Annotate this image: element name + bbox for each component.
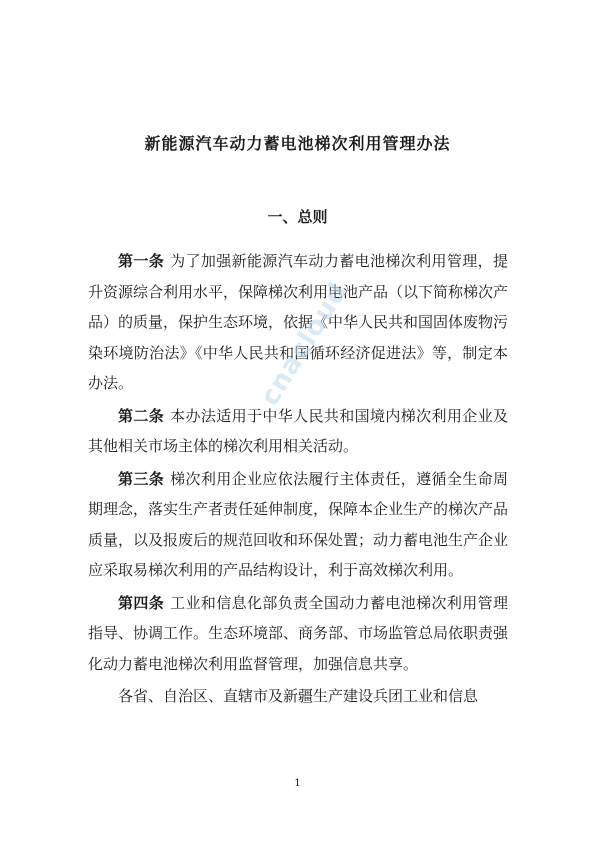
document-body <box>88 246 508 714</box>
article-text: 工业和信息化部负责全国动力蓄电池梯次利用管理指导、协调工作。生态环境部、商务部、市场监管总局依职责强化动力蓄电池梯次利用监督管理，加强信息共享。 <box>88 593 509 673</box>
article-label: 第四条 <box>118 593 165 612</box>
page-number: 1 <box>294 778 301 789</box>
article-2 <box>88 401 508 462</box>
watermark-logo: cnacloud <box>255 277 354 411</box>
article-text: 本办法适用于中华人民共和国境内梯次利用企业及其他相关市场主体的梯次利用相关活动。 <box>88 406 508 455</box>
article-label: 第一条 <box>118 252 165 270</box>
article-3 <box>88 464 508 586</box>
article-4-continuation <box>88 681 508 712</box>
article-4 <box>88 588 508 680</box>
article-label: 第二条 <box>118 406 165 425</box>
section-heading: 一、总则 <box>267 208 328 226</box>
article-label: 第三条 <box>118 469 165 488</box>
document-title: 新能源汽车动力蓄电池梯次利用管理办法 <box>144 134 451 153</box>
article-1 <box>88 246 508 399</box>
article-text: 为了加强新能源汽车动力蓄电池梯次利用管理，提升资源综合利用水平，保障梯次利用电池产品（以下简称梯次产品）的质量，保护生态环境，依据《中华人民共和国固体废物污染环境防治法》《中华人民共和国循环经济促进法》等，制定本办法。 <box>88 252 509 392</box>
article-text: 各省、自治区、直辖市及新疆生产建设兵团工业和信息 <box>118 687 479 705</box>
article-text: 梯次利用企业应依法履行主体责任，遵循全生命周期理念，落实生产者责任延伸制度，保障本企业生产的梯次产品质量，以及报废后的规范回收和环保处置；动力蓄电池生产企业应采取易梯次利用的产品结构设计，利于高效梯次利用。 <box>88 469 509 579</box>
